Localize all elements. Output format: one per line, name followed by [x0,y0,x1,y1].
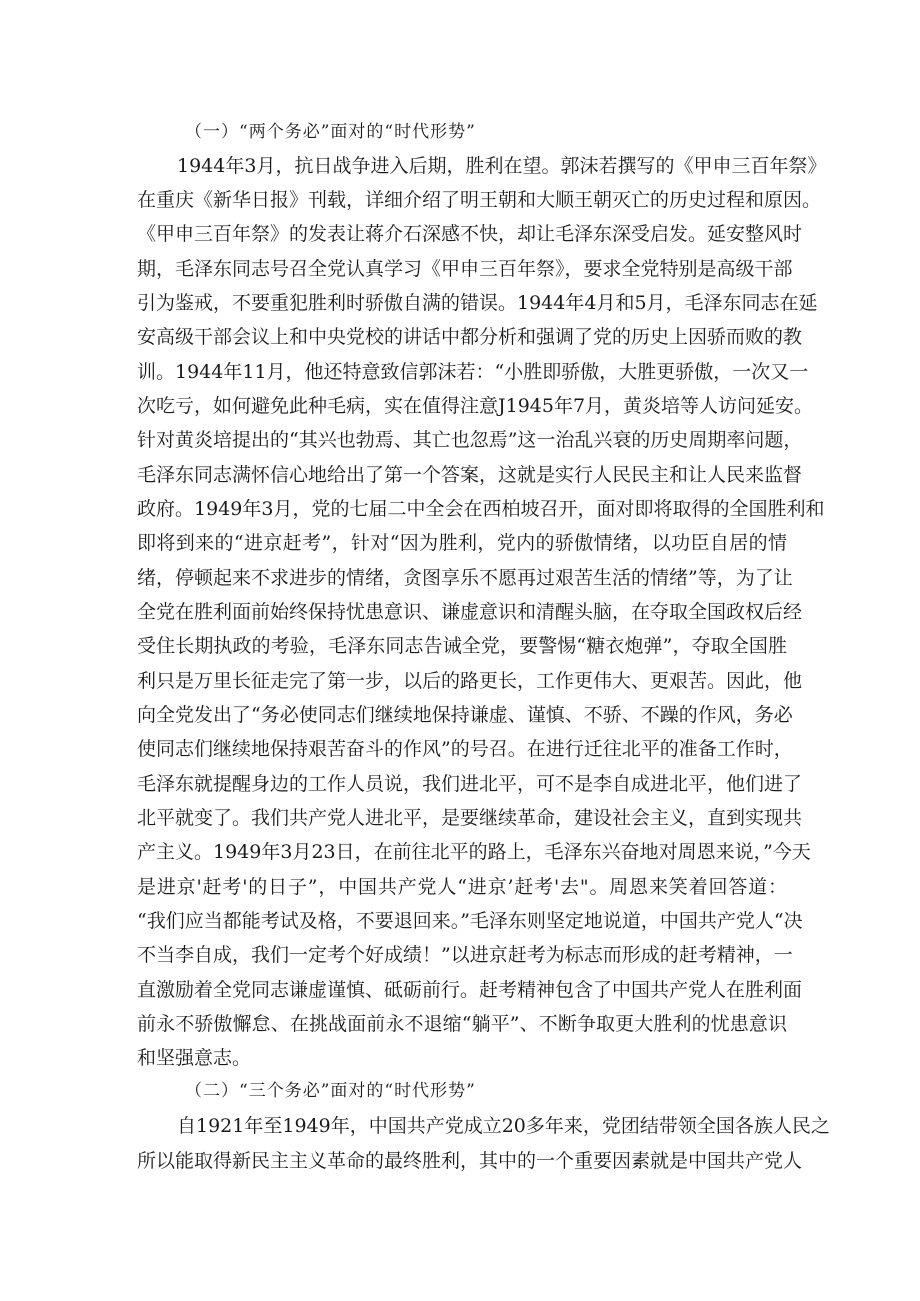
paragraph-line: 前永不骄傲懈怠、在挑战面前永不退缩“躺平”、不断争取更大胜利的忧患意识 [137,1013,787,1035]
paragraph-line: 自1921年至1949年，中国共产党成立20多年来，党团结带领全国各族人民之 [177,1115,830,1137]
paragraph-line: 受住长期执政的考验，毛泽东同志告诫全党，要警惕“糖衣炮弹”，夺取全国胜 [137,635,787,657]
paragraph-line: 不当李自成，我们一定考个好成绩！”以进京赶考为标志而形成的赶考精神，一 [137,944,793,966]
paragraph-line: 产主义。1949年3月23日，在前往北平的路上，毛泽东兴奋地对周恩来说，”今天 [137,841,811,863]
paragraph-line: 1944年3月，抗日战争进入后期，胜利在望。郭沫若撰写的《甲申三百年祭》 [177,155,827,177]
paragraph-line: 针对黄炎培提出的“其兴也勃焉、其亡也忽焉”这一治乱兴衰的历史周期率问题， [137,429,803,451]
paragraph-line: “我们应当都能考试及格，不要退回来。”毛泽东则坚定地说道，中国共产党人“决 [137,910,803,932]
paragraph-line: 和坚强意志。 [137,1047,252,1069]
paragraph-line: 政府。1949年3月，党的七届二中全会在西柏坡召开，面对即将取得的全国胜利和 [137,498,825,520]
paragraph-line: 训。1944年11月，他还特意致信郭沫若：“小胜即骄傲，大胜更骄傲，一次又一 [137,361,809,383]
paragraph-line: 即将到来的“进京赶考”，针对“因为胜利，党内的骄傲情绪，以功臣自居的情 [137,532,787,554]
section-heading-2: （二）“三个务必”面对的“时代形势” [185,1081,476,1101]
paragraph-line: 是进京'赶考'的日子”，中国共产党人“进京’赶考'去"。周恩来笑着回答道： [137,876,787,898]
paragraph-line: 在重庆《新华日报》刊载，详细介绍了明王朝和大顺王朝灭亡的历史过程和原因。 [137,189,822,211]
paragraph-line: 期，毛泽东同志号召全党认真学习《甲申三百年祭》，要求全党特别是高级干部 [137,258,793,280]
paragraph-line: 《甲申三百年祭》的发表让蒋介石深感不快，却让毛泽东深受启发。延安整风时 [137,223,803,245]
paragraph-line: 毛泽东就提醒身边的工作人员说，我们进北平，可不是李自成进北平，他们进了 [137,773,803,795]
paragraph-line: 次吃亏，如何避免此种毛病，实在值得注意J1945年7月，黄炎培等人访问延安。 [137,395,814,417]
paragraph-line: 所以能取得新民主主义革命的最终胜利，其中的一个重要因素就是中国共产党人 [137,1150,803,1172]
paragraph-line: 绪，停顿起来不求进步的情绪，贪图享乐不愿再过艰苦生活的情绪”等，为了让 [137,567,793,589]
paragraph-line: 安高级干部会议上和中央党校的讲话中都分析和强调了党的历史上因骄而败的教 [137,326,803,348]
section-heading-1: （一）“两个务必”面对的“时代形势” [185,122,476,142]
paragraph-line: 北平就变了。我们共产党人进北平，是要继续革命，建设社会主义，直到实现共 [137,807,803,829]
paragraph-line: 全党在胜利面前始终保持忧患意识、谦虚意识和清醒头脑，在夺取全国政权后经 [137,601,803,623]
paragraph-line: 毛泽东同志满怀信心地给出了第一个答案，这就是实行人民民主和让人民来监督 [137,464,803,486]
paragraph-line: 引为鉴戒，不要重犯胜利时骄傲自满的错误。1944年4月和5月，毛泽东同志在延 [137,292,818,314]
paragraph-line: 使同志们继续地保持艰苦奋斗的作风”的号召。在进行迁往北平的准备工作时， [137,738,793,760]
paragraph-line: 向全党发出了“务必使同志们继续地保持谦虚、谨慎、不骄、不躁的作风，务必 [137,704,793,726]
paragraph-line: 直激励着全党同志谦虚谨慎、砥砺前行。赶考精神包含了中国共产党人在胜利面 [137,979,803,1001]
paragraph-line: 利只是万里长征走完了第一步，以后的路更长，工作更伟大、更艰苦。因此，他 [137,670,803,692]
